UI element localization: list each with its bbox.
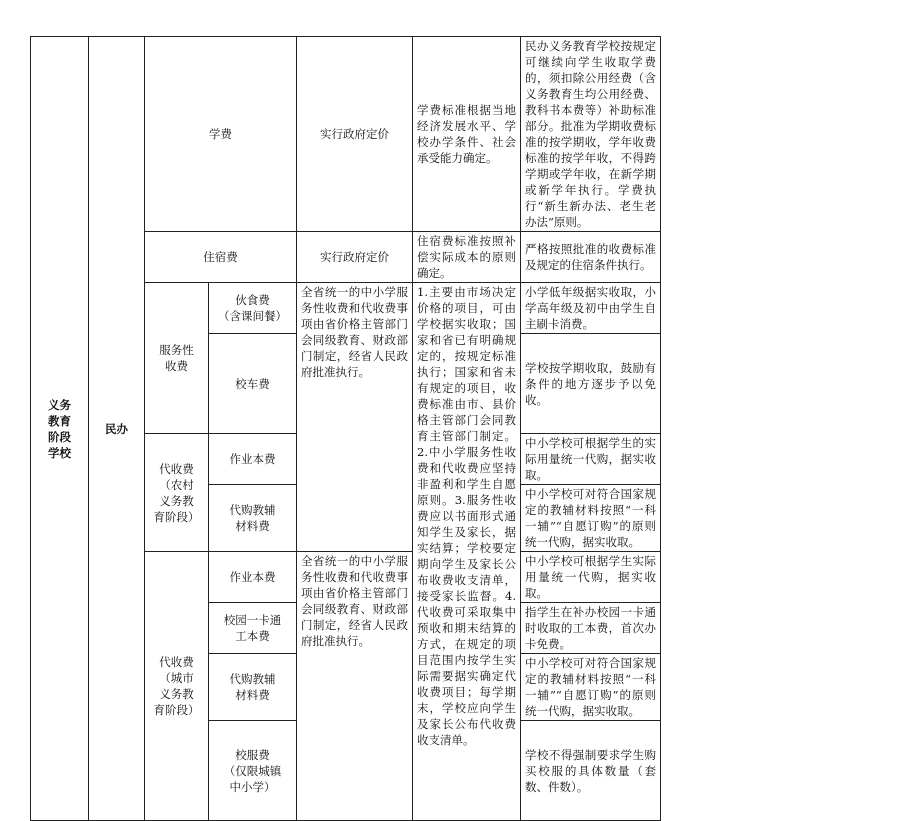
item-materials-rural (209, 485, 297, 552)
group-line: （城市 (159, 671, 194, 685)
policy-bus: 学校按学期收取，鼓励有条件的地方逐步予以免收。 (521, 334, 661, 434)
group-urban (145, 552, 209, 821)
item-meal (209, 283, 297, 334)
item-line: （含课间餐） (218, 309, 287, 323)
policy-materials-rural: 中小学校可对符合国家规定的教辅材料按照“一科一辅”“自愿订购”的原则统一代购，据实收取。 (521, 485, 661, 552)
item-line: 工本费 (235, 629, 270, 643)
category-cell (31, 37, 89, 821)
category-line: 阶段 (48, 429, 71, 444)
policy-card: 指学生在补办校园一卡通时收取的工本费，首次办卡免费。 (521, 603, 661, 654)
item-workbook-urban: 作业本费 (209, 552, 297, 603)
item-bus: 校车费 (209, 334, 297, 434)
standard-lodging: 住宿费标准按照补偿实际成本的原则确定。 (413, 232, 521, 283)
category-line: 义务 (48, 397, 71, 412)
group-line: 服务性 (159, 343, 194, 357)
item-line: 代购教辅 (229, 672, 276, 686)
fee-table (30, 36, 900, 821)
item-line: 伙食费 (235, 293, 270, 307)
item-line: 中小学） (229, 779, 276, 794)
item-materials-urban (209, 654, 297, 721)
group-line: 收费 (165, 359, 188, 373)
group-line: 代收费 (159, 655, 194, 669)
item-uniform (209, 721, 297, 821)
policy-uniform: 学校不得强制要求学生购买校服的具体数量（套数、件数）。 (521, 721, 661, 821)
item-line: 校园一卡通 (223, 613, 282, 627)
item-line: （仅限城镇 (223, 763, 282, 778)
item-line: 材料费 (235, 519, 270, 533)
group-line: 育阶段） (153, 509, 200, 524)
group-line: 代收费 (159, 461, 194, 476)
pricing-urban: 全省统一的中小学服务性收费和代收费事项由省价格主管部门会同级教育、财政部门制定，经省人民政府批准执行。 (297, 552, 413, 821)
category-line: 学校 (48, 445, 71, 460)
item-line: 材料费 (235, 688, 270, 702)
group-line: （农村 (159, 477, 194, 492)
item-workbook-rural: 作业本费 (209, 434, 297, 485)
policy-workbook-urban: 中小学校可根据学生实际用量统一代购，据实收取。 (521, 552, 661, 603)
policy-lodging: 严格按照批准的收费标准及规定的住宿条件执行。 (521, 232, 661, 283)
group-line: 义务教 (159, 493, 194, 508)
item-line: 校服费 (235, 747, 270, 762)
item-tuition: 学费 (145, 37, 297, 232)
group-service (145, 283, 209, 434)
pricing-lodging: 实行政府定价 (297, 232, 413, 283)
item-line: 代购教辅 (229, 503, 276, 517)
policy-materials-urban: 中小学校可对符合国家规定的教辅材料按照“一科一辅”“自愿订购”的原则统一代购，据实收取。 (521, 654, 661, 721)
item-lodging: 住宿费 (145, 232, 297, 283)
pricing-service: 全省统一的中小学服务性收费和代收费事项由省价格主管部门会同级教育、财政部门制定，经省人民政府批准执行。 (297, 283, 413, 552)
pricing-tuition: 实行政府定价 (297, 37, 413, 232)
group-line: 义务教 (159, 687, 194, 701)
policy-tuition: 民办义务教育学校按规定可继续向学生收取学费的，须扣除公用经费（含义务教育生均公用经费、教科书本费等）补助标准部分。批准为学期收费标准的按学期收，学年收费标准的按学年收，不得跨学期或学年收，在新学期或新学年执行。学费执行“新生新办法、老生老办法”原则。 (521, 37, 661, 232)
standard-tuition: 学费标准根据当地经济发展水平、学校办学条件、社会承受能力确定。 (413, 37, 521, 232)
standard-notes: 1.主要由市场决定价格的项目，可由学校据实收取；国家和省已有明确规定的，按规定标准执行；国家和省未有规定的项目，收费标准由市、县价格主管部门会同教育主管部门制定。2.中小学服务性收费和代收费应坚持非盈利和学生自愿原则。3.服务性收费应以书面形式通知学生及家长，据实结算；学校要定期向学生及家长公布收费收支清单，接受家长监督。4.代收费可采取集中预收和期末结算的方式，在规定的项目范围内按学生实际需要据实确定代收费项目；每学期末，学校应向学生及家长公布代收费收支清单。 (413, 283, 521, 821)
policy-meal: 小学低年级据实收取，小学高年级及初中由学生自主刷卡消费。 (521, 283, 661, 334)
group-rural (145, 434, 209, 552)
group-line: 育阶段） (153, 703, 200, 717)
item-card (209, 603, 297, 654)
ownership-cell: 民办 (89, 37, 145, 821)
policy-workbook-rural: 中小学校可根据学生的实际用量统一代购，据实收取。 (521, 434, 661, 485)
category-line: 教育 (48, 413, 71, 428)
